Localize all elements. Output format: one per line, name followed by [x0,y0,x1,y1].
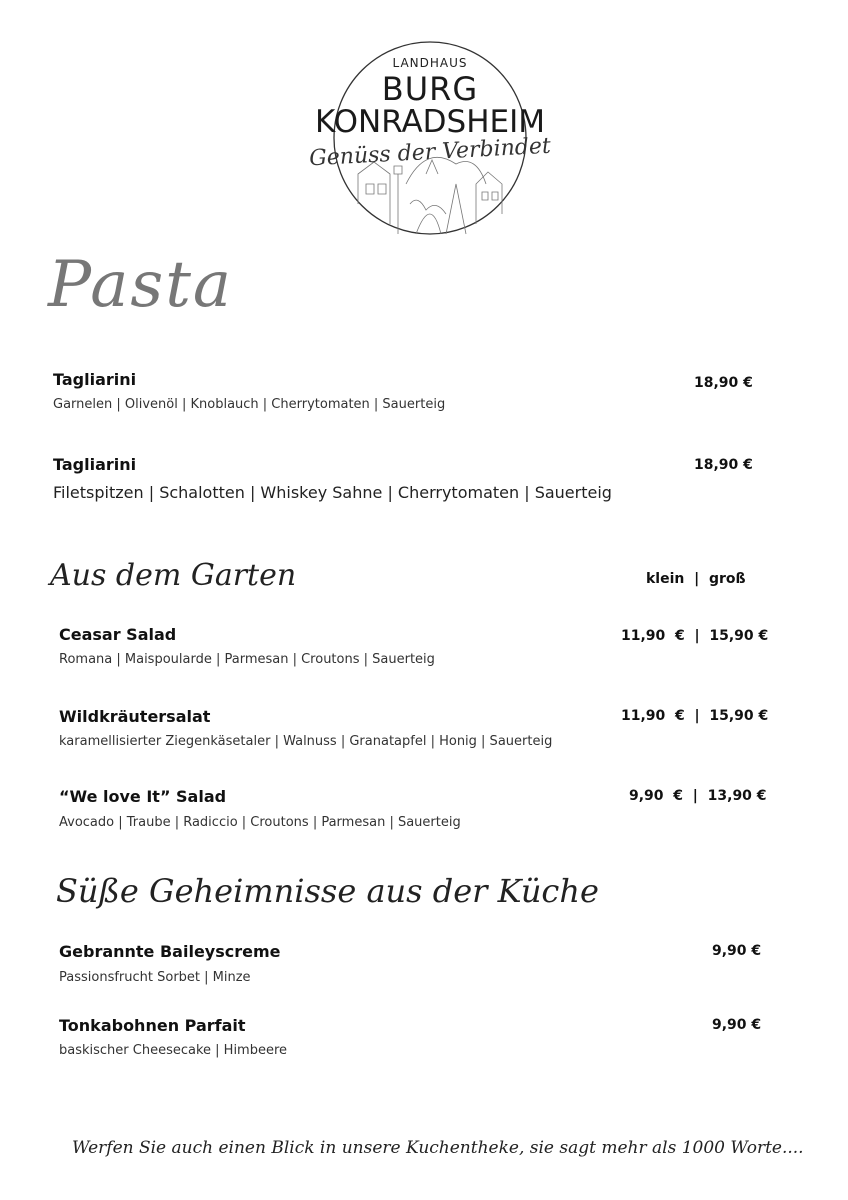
section-title-garten: Aus dem Garten [50,558,297,593]
menu-item-name: Tagliarini [53,455,137,474]
logo-landhaus: LANDHAUS [392,56,468,70]
logo [306,34,554,242]
menu-item-desc: Garnelen | Olivenöl | Knoblauch | Cherrytomaten | Sauerteig [53,397,446,412]
menu-item-desc: baskischer Cheesecake | Himbeere [59,1043,288,1058]
menu-item-price: 11,90 € | 15,90 € [621,708,769,724]
menu-item-price: 9,90 € | 13,90 € [629,788,767,804]
menu-item-desc: Romana | Maispoularde | Parmesan | Croutons | Sauerteig [59,652,435,667]
menu-item-desc: karamellisierter Ziegenkäsetaler | Walnuss | Granatapfel | Honig | Sauerteig [59,734,553,749]
menu-item-name: Ceasar Salad [59,625,177,644]
menu-item-price: 18,90 € [694,375,753,391]
menu-item-name: Wildkräutersalat [59,707,211,726]
menu-item-name: Tonkabohnen Parfait [59,1016,246,1035]
footer-note: Werfen Sie auch einen Blick in unsere Kuchentheke, sie sagt mehr als 1000 Worte.... [72,1138,804,1158]
section-title-pasta: Pasta [48,248,234,322]
menu-item-name: Gebrannte Baileyscreme [59,942,281,961]
size-header: klein | groß [646,571,746,587]
menu-item-price: 9,90 € [712,943,762,959]
menu-item-price: 9,90 € [712,1017,762,1033]
menu-item-desc: Filetspitzen | Schalotten | Whiskey Sahne | Cherrytomaten | Sauerteig [53,483,612,502]
logo-konradsheim: KONRADSHEIM [314,104,546,140]
menu-item-desc: Avocado | Traube | Radiccio | Croutons | Parmesan | Sauerteig [59,815,461,830]
menu-item-desc: Passionsfrucht Sorbet | Minze [59,970,251,985]
section-title-suesse: Süße Geheimnisse aus der Küche [56,872,599,910]
menu-item-price: 18,90 € [694,457,753,473]
logo-tagline: Genüss der Verbindet [308,133,552,172]
menu-item-name: “We love It” Salad [59,787,227,806]
menu-item-price: 11,90 € | 15,90 € [621,628,769,644]
menu-item-name: Tagliarini [53,370,137,389]
logo-burg: BURG [381,70,479,108]
